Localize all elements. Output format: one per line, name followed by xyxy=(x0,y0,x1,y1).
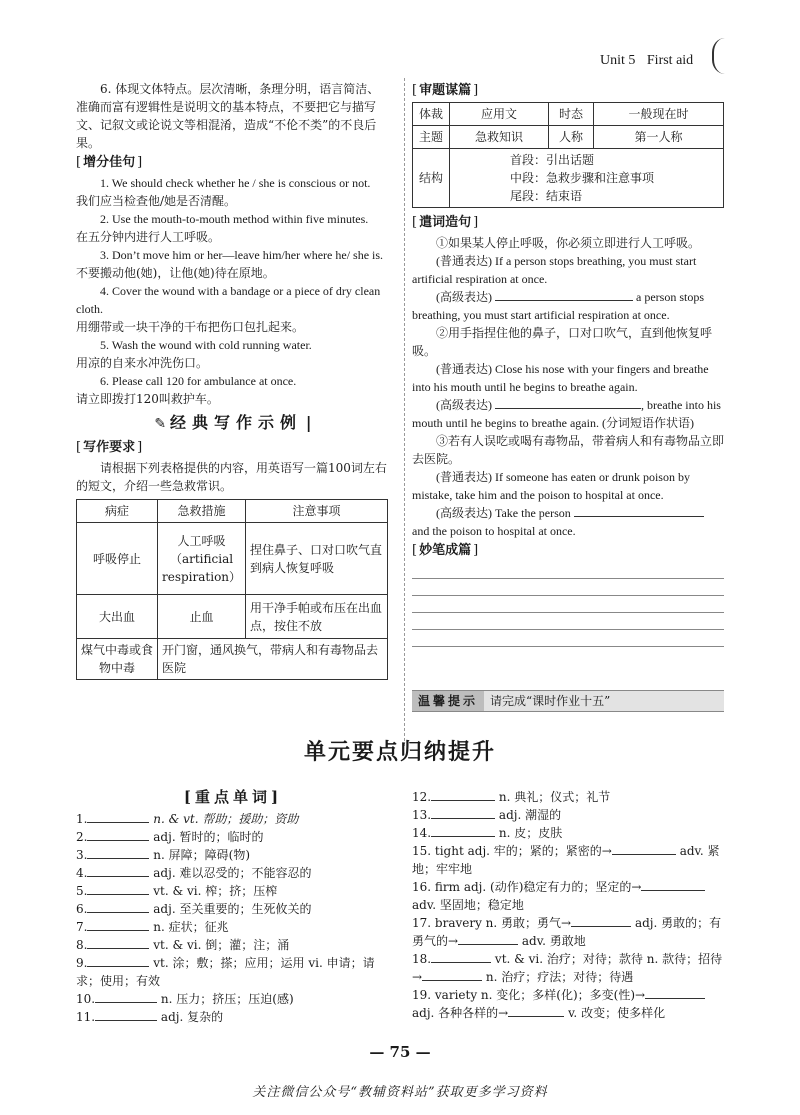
q1-advanced-rest: a person stops breathing, you must start artificial respiration at once. xyxy=(412,290,704,322)
answer-blank[interactable] xyxy=(495,288,633,301)
answer-blank[interactable] xyxy=(87,810,149,823)
sentence-zh: 在五分钟内进行人工呼吸。 xyxy=(76,230,221,244)
answer-blank[interactable] xyxy=(95,1008,157,1021)
sentence-zh: 用凉的自来水冲洗伤口。 xyxy=(76,356,209,370)
left-column xyxy=(76,80,390,680)
table-row xyxy=(77,595,388,639)
sentence-en: 4. Cover the wound with a bandage or a piece of dry clean cloth. xyxy=(76,284,381,316)
table-cell: 止血 xyxy=(158,595,246,639)
answer-blank[interactable] xyxy=(495,396,641,409)
column-divider xyxy=(404,78,405,746)
table-row xyxy=(77,523,388,595)
table-cell: 急救知识 xyxy=(450,126,549,149)
answer-blank[interactable] xyxy=(571,914,631,927)
sentence-zh: 请立即拨打120叫救护车。 xyxy=(76,392,219,406)
answer-blank[interactable] xyxy=(87,846,149,859)
vocab-item: 18. vt. & vi. 治疗；对待；款待 n. 款待；招待→ n. 治疗；疗法；对待；待遇 xyxy=(412,952,723,984)
unit-label: Unit 5 xyxy=(600,53,636,68)
table-cell: 时态 xyxy=(549,103,594,126)
structure-line: 尾段：结束语 xyxy=(510,189,583,203)
structure-cell xyxy=(450,149,724,208)
table-header-row xyxy=(77,500,388,523)
symptom-table xyxy=(76,499,388,680)
table-cell: 一般现在时 xyxy=(594,103,724,126)
answer-blank[interactable] xyxy=(87,882,149,895)
q2-chinese: ②用手指捏住他的鼻子，口对口吹气，直到他恢复呼吸。 xyxy=(412,326,713,358)
writing-line[interactable] xyxy=(412,562,724,579)
answer-blank[interactable] xyxy=(641,878,705,891)
answer-blank[interactable] xyxy=(422,968,482,981)
vocab-item: 3. n. 屏障；障碍(物) xyxy=(76,848,251,862)
table-cell: 开门窗，通风换气，带病人和有毒物品去医院 xyxy=(158,639,388,680)
sentence-zh: 我们应当检查他/她是否清醒。 xyxy=(76,194,237,208)
vocab-heading xyxy=(76,788,390,807)
example-heading xyxy=(76,414,390,433)
table-row xyxy=(77,639,388,680)
answer-blank[interactable] xyxy=(87,954,149,967)
sentence-en: 6. Please call 120 for ambulance at once. xyxy=(100,374,297,388)
writing-line[interactable] xyxy=(412,579,724,596)
vocab-item: 16. firm adj. (动作)稳定有力的；坚定的→ adv. 坚固地；稳定地 xyxy=(412,878,724,914)
q2-advanced-label: (高级表达) xyxy=(436,398,492,412)
writing-line[interactable] xyxy=(412,613,724,630)
vocab-item: 14. n. 皮；皮肤 xyxy=(412,826,563,840)
writing-line[interactable] xyxy=(412,596,724,613)
q3-advanced-rest: and the poison to hospital at once. xyxy=(412,524,576,538)
vocab-item: 2. adj. 暂时的；临时的 xyxy=(76,830,264,844)
writing-line[interactable] xyxy=(412,630,724,647)
vocab-title: [重点单词] xyxy=(183,788,283,806)
q2-advanced xyxy=(412,396,724,432)
q3-advanced xyxy=(412,504,724,540)
example-title: 经典写作示例 xyxy=(169,413,302,432)
sentence-zh: 不要搬动他(她)，让他(她)待在原地。 xyxy=(76,266,275,280)
header-decoration xyxy=(712,38,744,74)
table-cell: 结构 xyxy=(413,149,450,208)
vocab-item: 15. tight adj. 牢的；紧的；紧密的→ adv. 紧地；牢牢地 xyxy=(412,844,720,876)
q1-normal: (普通表达) If a person stops breathing, you must start artificial respiration at once. xyxy=(412,254,697,286)
vocab-item: 6. adj. 至关重要的；生死攸关的 xyxy=(76,902,312,916)
answer-blank[interactable] xyxy=(87,918,149,931)
answer-blank[interactable] xyxy=(574,504,704,517)
writing-lines[interactable] xyxy=(412,562,724,647)
unit-header xyxy=(600,52,693,70)
vocab-item: 5. vt. & vi. 榨；挤；压榨 xyxy=(76,884,278,898)
answer-blank[interactable] xyxy=(95,990,157,1003)
vocab-item: 17. bravery n. 勇敢；勇气→ adj. 勇敢的；有勇气的→ adv. 勇敢地 xyxy=(412,916,722,948)
sentence-zh: 用绷带或一块干净的干布把伤口包扎起来。 xyxy=(76,320,305,334)
vocab-item: 9. vt. 涂；敷；搽；应用；运用 vi. 申请；请求；使用；有效 xyxy=(76,956,375,988)
table-row xyxy=(413,149,724,208)
sentence-en: 1. We should check whether he / she is conscious or not. xyxy=(100,176,371,190)
table-cell: 捏住鼻子、口对口吹气直到病人恢复呼吸 xyxy=(246,523,388,595)
q3-chinese: ③若有人误吃或喝有毒物品，带着病人和有毒物品立即去医院。 xyxy=(412,434,725,466)
table-row xyxy=(413,103,724,126)
answer-blank[interactable] xyxy=(431,806,495,819)
vocab-item: 11. adj. 复杂的 xyxy=(76,1010,224,1024)
table-cell: 用干净手帕或布压在出血点，按住不放 xyxy=(246,595,388,639)
score-sentences xyxy=(76,174,390,408)
table-cell: 人称 xyxy=(549,126,594,149)
table-cell: 主题 xyxy=(413,126,450,149)
tip-tag: 温馨提示 xyxy=(412,691,484,711)
q3-normal: (普通表达) If someone has eaten or drunk poison by mistake, take him and the poison to hospital at once. xyxy=(412,470,690,502)
vocab-item: 7. n. 症状；征兆 xyxy=(76,920,229,934)
tip-text: 请完成“课时作业十五” xyxy=(490,694,611,708)
table-cell: 煤气中毒或食物中毒 xyxy=(77,639,158,680)
structure-line: 中段：急救步骤和注意事项 xyxy=(510,171,655,185)
table-cell: 人工呼吸（artificial respiration） xyxy=(158,523,246,595)
sentence-en: 5. Wash the wound with cold running water. xyxy=(100,338,312,352)
point-6: 6. 体现文体特点。层次清晰，条理分明，语言简洁、准确而富有逻辑性是说明文的基本特点，不要把它与描写文、记叙文或论说文等相混淆，造成“不伦不类”的不良后果。 xyxy=(76,82,380,150)
vocab-item: 12. n. 典礼；仪式；礼节 xyxy=(412,790,611,804)
vocab-item: 4. adj. 难以忍受的；不能容忍的 xyxy=(76,866,312,880)
writing-title: [ 妙笔成篇 ] xyxy=(412,542,478,560)
vocab-item: 19. variety n. 变化；多样(化)；多变(性)→ adj. 各种各样的→ v. 改变；使多样化 xyxy=(412,986,724,1022)
vocab-right-list xyxy=(412,788,724,1022)
right-column xyxy=(412,80,724,647)
answer-blank[interactable] xyxy=(431,950,491,963)
vocab-left-list xyxy=(76,810,396,1026)
answer-blank[interactable] xyxy=(87,936,149,949)
table-cell: 大出血 xyxy=(77,595,158,639)
table-header-cell: 急救措施 xyxy=(158,500,246,523)
table-row xyxy=(413,126,724,149)
vocab-item: 13. adj. 潮湿的 xyxy=(412,808,562,822)
answer-blank[interactable] xyxy=(612,842,676,855)
answer-blank[interactable] xyxy=(87,864,149,877)
answer-blank[interactable] xyxy=(508,1004,564,1017)
table-cell: 第一人称 xyxy=(594,126,724,149)
review-table xyxy=(412,102,724,208)
sentence-en: 3. Don’t move him or her—leave him/her where he/ she is. xyxy=(100,248,384,262)
table-cell: 体裁 xyxy=(413,103,450,126)
answer-blank[interactable] xyxy=(87,828,149,841)
footer-note: 关注微信公众号“教辅资料站”获取更多学习资料 xyxy=(252,1085,548,1100)
unit-summary-title: 单元要点归纳提升 xyxy=(303,740,496,765)
answer-blank[interactable] xyxy=(87,900,149,913)
sentence-en: 2. Use the mouth-to-mouth method within five minutes. xyxy=(100,212,369,226)
q3-advanced-label: (高级表达) Take the person xyxy=(436,506,571,520)
answer-blank[interactable] xyxy=(431,788,495,801)
title-bar: | xyxy=(305,413,312,432)
q1-chinese: ①如果某人停止呼吸，你必须立即进行人工呼吸。 xyxy=(436,236,701,250)
q2-normal: (普通表达) Close his nose with your fingers and breathe into his mouth until he begins to breathe again. xyxy=(412,362,709,394)
vocab-item: 10. n. 压力；挤压；压迫(感) xyxy=(76,992,294,1006)
answer-blank[interactable] xyxy=(458,932,518,945)
table-cell: 应用文 xyxy=(450,103,549,126)
table-header-cell: 注意事项 xyxy=(246,500,388,523)
table-header-cell: 病症 xyxy=(77,500,158,523)
vocab-item: 8. vt. & vi. 倒；灌；注；涌 xyxy=(76,938,290,952)
requirement-title: [ 写作要求 ] xyxy=(76,439,142,457)
answer-blank[interactable] xyxy=(431,824,495,837)
answer-blank[interactable] xyxy=(645,986,705,999)
tip-bar xyxy=(412,690,724,712)
structure-line: 首段：引出话题 xyxy=(510,153,595,167)
unit-topic: First aid xyxy=(646,53,694,68)
score-sentences-title: [ 增分佳句 ] xyxy=(76,154,142,172)
table-cell: 呼吸停止 xyxy=(77,523,158,595)
q2-advanced-rest: , breathe into his mouth until he begins to breathe again. (分词短语作状语) xyxy=(412,398,721,430)
page-number: — 75 — xyxy=(369,1043,431,1061)
requirement-text: 请根据下列表格提供的内容，用英语写一篇100词左右的短文，介绍一些急救常识。 xyxy=(76,461,387,493)
pen-icon: ✎ xyxy=(154,416,167,432)
vocab-item: 1. n. & vt. 帮助；援助；资助 xyxy=(76,812,299,826)
q1-advanced-label: (高级表达) xyxy=(436,290,492,304)
review-title: [ 审题谋篇 ] xyxy=(412,82,478,100)
q1-advanced xyxy=(412,288,724,324)
wording-title: [ 遣词造句 ] xyxy=(412,214,478,232)
